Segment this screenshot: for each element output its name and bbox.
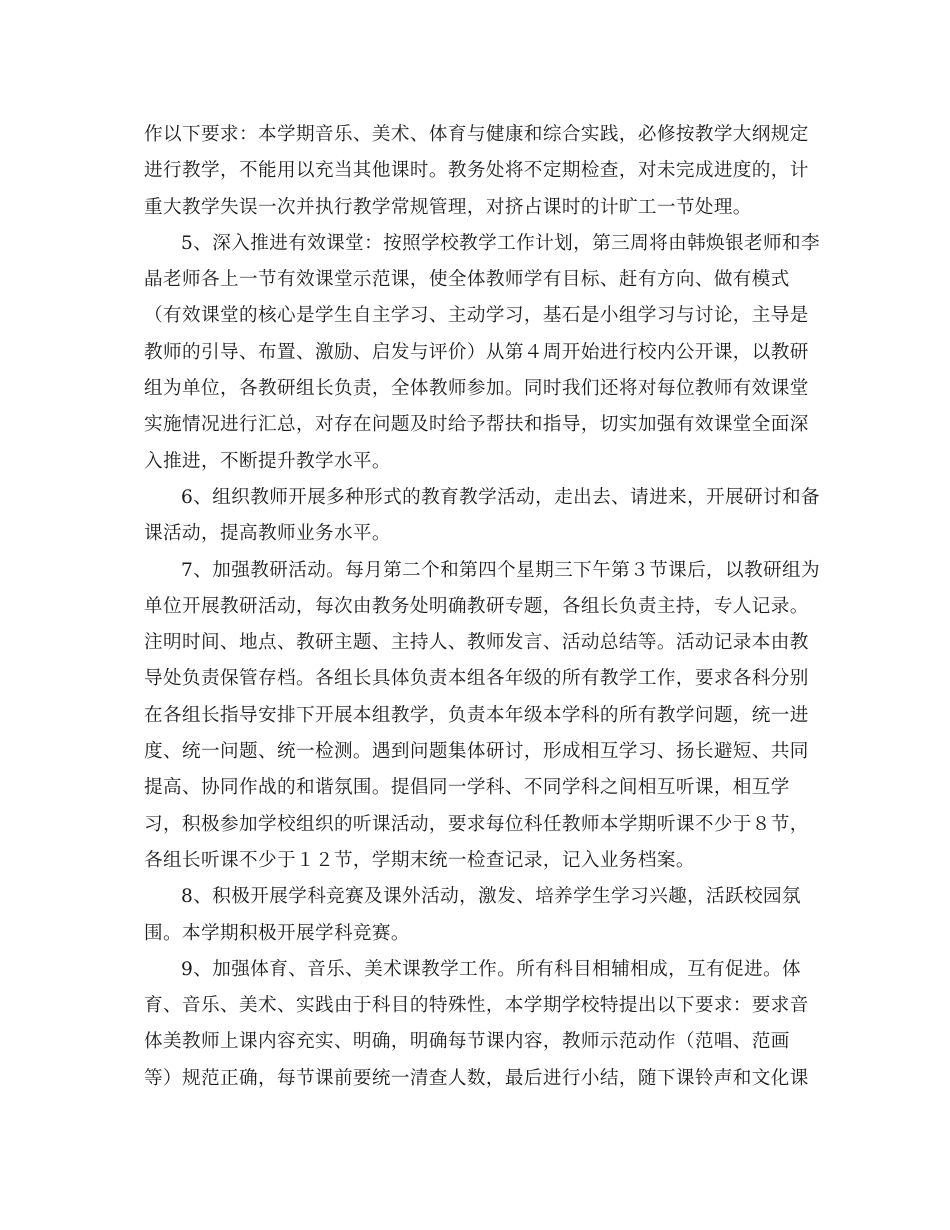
text-line: 入推进，不断提升教学水平。: [144, 450, 391, 472]
paragraph-7-start: 7、加强教研活动。每月第二个和第四个星期三下午第３节课后，以教研组为: [181, 559, 821, 581]
text-line: 重大教学失误一次并执行教学常规管理，对挤占课时的计旷工一节处理。: [144, 196, 752, 218]
text-line: 作以下要求：本学期音乐、美术、体育与健康和综合实践，必修按教学大纲规定: [144, 124, 809, 145]
paragraph-8-start: 8、积极开展学科竞赛及课外活动，激发、培养学生学习兴趣，活跃校园氛: [181, 886, 802, 908]
text-line: 在各组长指导安排下开展本组教学，负责本年级本学科的所有教学问题，统一进: [144, 704, 809, 726]
paragraph-9-start: 9、加强体育、音乐、美术课教学工作。所有科目相辅相成，互有促进。体: [181, 958, 802, 980]
text-line: 习，积极参加学校组织的听课活动，要求每位科任教师本学期听课不少于８节，: [144, 813, 809, 835]
body-text: [144, 117, 821, 1097]
text-line: （有效课堂的核心是学生自主学习、主动学习，基石是小组学习与讨论，主导是: [144, 305, 809, 327]
text-line: 晶老师各上一节有效课堂示范课，使全体教师学有目标、赶有方向、做有模式: [144, 269, 790, 291]
text-line: 体美教师上课内容充实、明确，明确每节课内容，教师示范动作（范唱、范画: [144, 1031, 790, 1053]
text-line: 单位开展教研活动，每次由教务处明确教研专题，各组长负责主持，专人记录。: [144, 595, 809, 617]
text-line: 注明时间、地点、教研主题、主持人、教师发言、活动总结等。活动记录本由教: [144, 632, 809, 654]
text-line: 导处负责保管存档。各组长具体负责本组各年级的所有教学工作，要求各科分别: [144, 668, 809, 690]
text-line: 教师的引导、布置、激励、启发与评价）从第４周开始进行校内公开课，以教研: [144, 341, 809, 363]
text-line: 等）规范正确，每节课前要统一清查人数，最后进行小结，随下课铃声和文化课: [144, 1067, 809, 1089]
text-line: 提高、协同作战的和谐氛围。提倡同一学科、不同学科之间相互听课，相互学: [144, 777, 790, 799]
paragraph-5-start: 5、深入推进有效课堂：按照学校教学工作计划，第三周将由韩焕银老师和李: [181, 232, 821, 254]
text-line: 实施情况进行汇总，对存在问题及时给予帮扶和指导，切实加强有效课堂全面深: [144, 414, 809, 436]
text-line: 进行教学，不能用以充当其他课时。教务处将不定期检查，对未完成进度的，计: [144, 160, 809, 182]
paragraph-6-start: 6、组织教师开展多种形式的教育教学活动，走出去、请进来，开展研讨和备: [181, 486, 821, 508]
text-line: 育、音乐、美术、实践由于科目的特殊性，本学期学校特提出以下要求：要求音: [144, 995, 809, 1017]
text-line: 围。本学期积极开展学科竞赛。: [144, 922, 410, 944]
text-line: 度、统一问题、统一检测。遇到问题集体研讨，形成相互学习、扬长避短、共同: [144, 741, 809, 763]
text-line: 各组长听课不少于１２节，学期末统一检查记录，记入业务档案。: [144, 849, 695, 871]
text-line: 组为单位，各教研组长负责，全体教师参加。同时我们还将对每位教师有效课堂: [144, 378, 809, 400]
text-line: 课活动，提高教师业务水平。: [144, 523, 391, 545]
